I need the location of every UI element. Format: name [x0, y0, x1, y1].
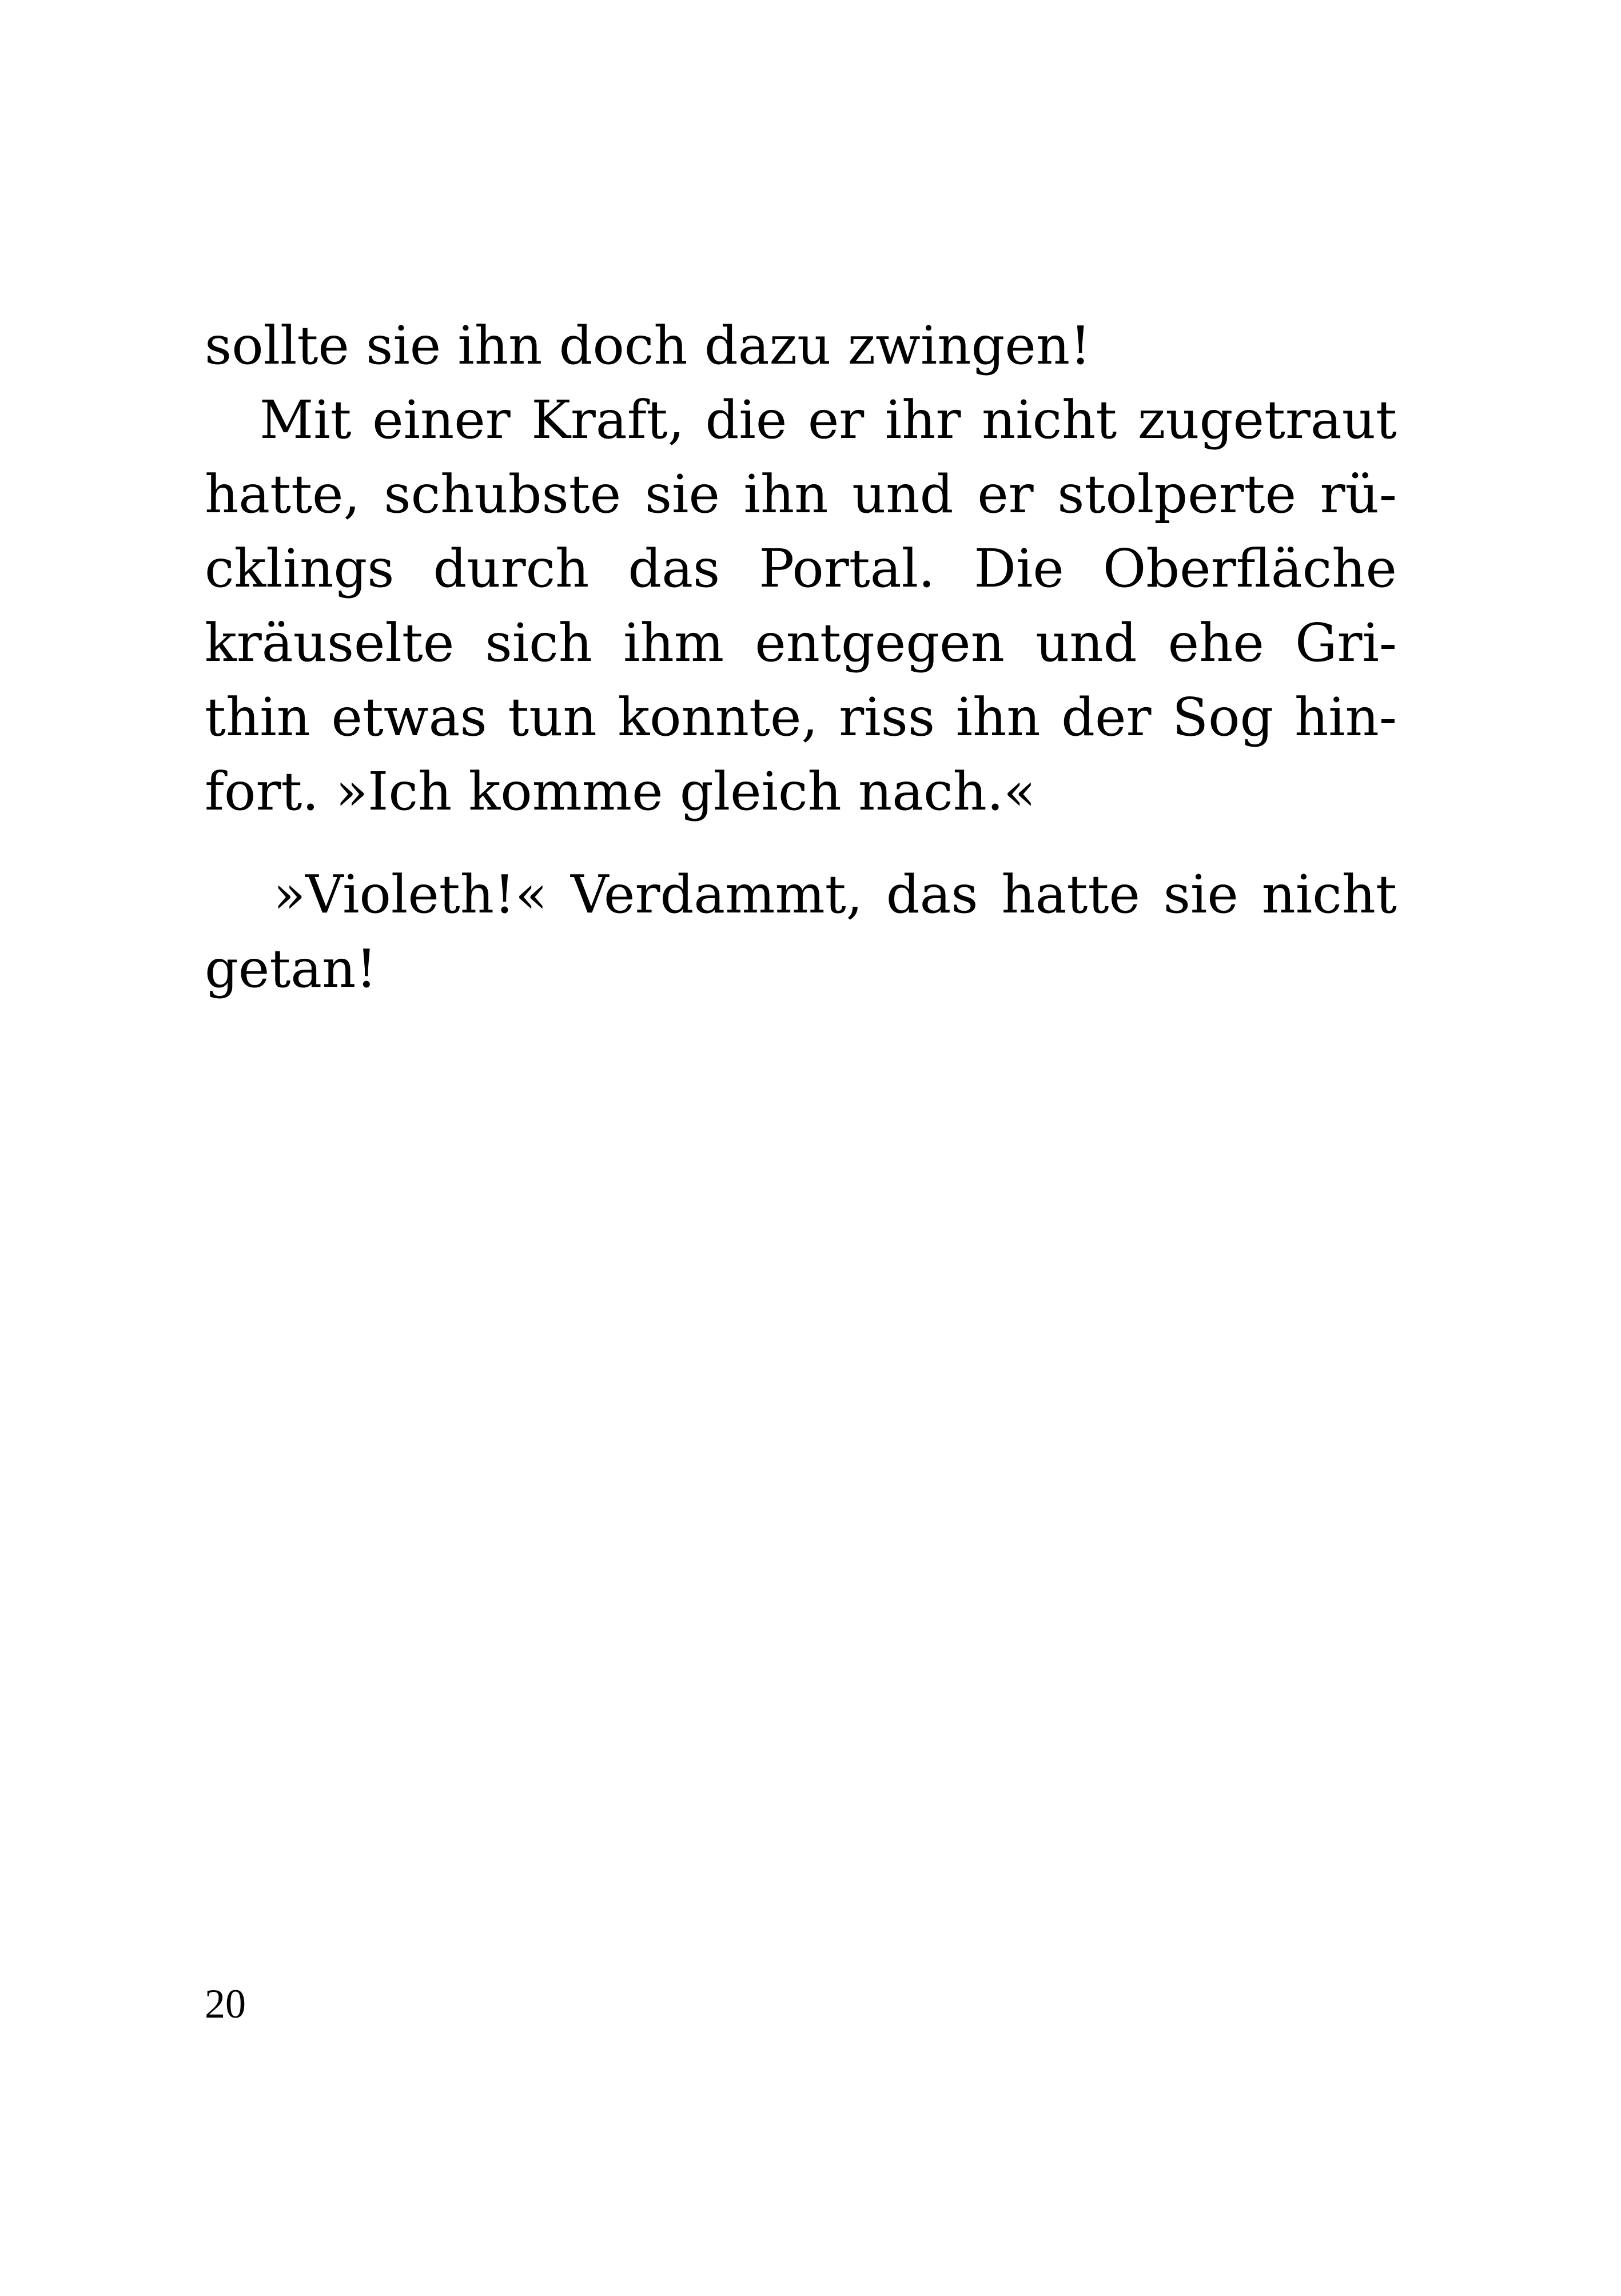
body-text [205, 309, 1397, 1006]
text-line: thin etwas tun konnte, riss ihn der Sog hin- [205, 687, 1397, 748]
paragraph [205, 309, 1397, 383]
paragraph [205, 858, 1397, 1006]
text-line: cklings durch das Portal. Die Oberfläche [205, 538, 1397, 599]
text-line: »Violeth!« Verdammt, das hatte sie nicht [273, 864, 1397, 925]
text-line: sollte sie ihn doch dazu zwingen! [205, 315, 1092, 376]
text-line: hatte, schubste sie ihn und er stolperte rü- [205, 464, 1397, 525]
text-line: kräuselte sich ihm entgegen und ehe Gri- [205, 612, 1397, 673]
paragraph [205, 383, 1397, 829]
text-line: Mit einer Kraft, die er ihr nicht zugetraut [260, 389, 1397, 451]
page-number: 20 [205, 1981, 246, 2027]
text-line: fort. »Ich komme gleich nach.« [205, 761, 1036, 822]
text-line: getan! [205, 938, 377, 999]
